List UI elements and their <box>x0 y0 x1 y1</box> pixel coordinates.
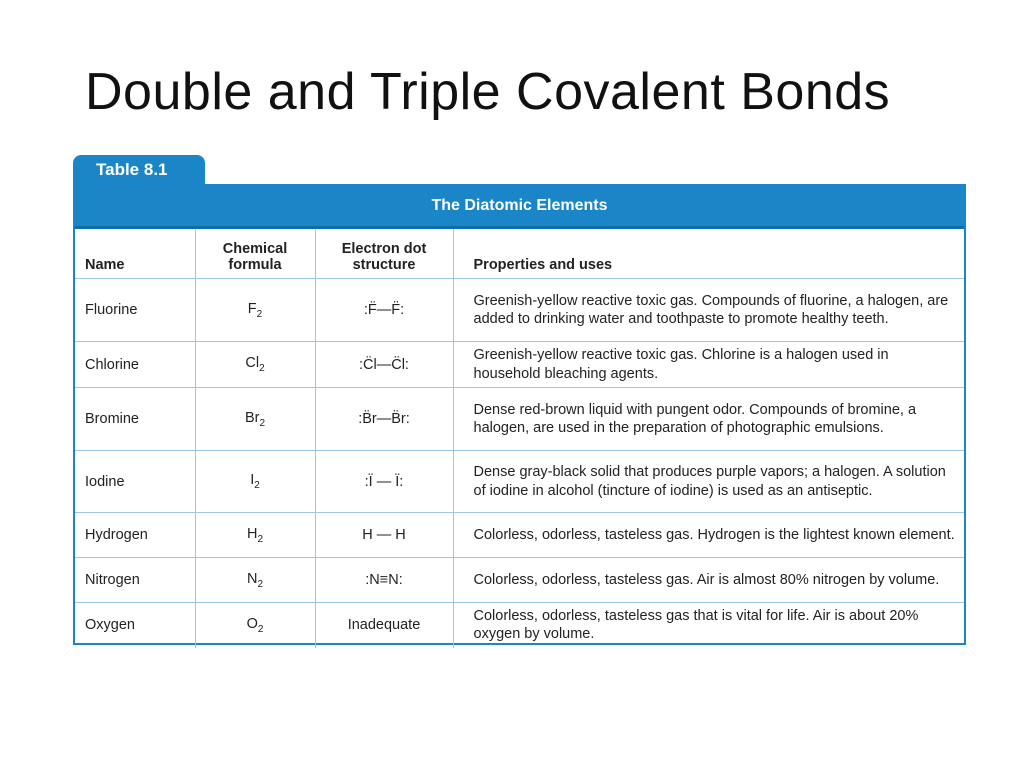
header-row <box>75 229 964 279</box>
element-name: Hydrogen <box>75 513 195 558</box>
element-name: Oxygen <box>75 603 195 648</box>
header-properties: Properties and uses <box>453 229 964 279</box>
properties-and-uses: Colorless, odorless, tasteless gas. Hydrogen is the lightest known element. <box>453 513 964 558</box>
slide-title: Double and Triple Covalent Bonds <box>85 63 891 121</box>
table-row <box>75 513 964 558</box>
element-name: Fluorine <box>75 279 195 342</box>
table-grid <box>75 229 964 648</box>
table-row <box>75 279 964 342</box>
properties-and-uses: Colorless, odorless, tasteless gas. Air is almost 80% nitrogen by volume. <box>453 558 964 603</box>
table-number-tab: Table 8.1 <box>73 155 205 184</box>
header-electron-dot: Electron dot structure <box>315 229 453 279</box>
electron-dot-structure: :N≡N: <box>315 558 453 603</box>
chemical-formula: $I_2$ <box>195 451 315 513</box>
chemical-formula: $F_2$ <box>195 279 315 342</box>
properties-and-uses: Dense gray-black solid that produces purple vapors; a halogen. A solution of iodine in alcohol (tincture of iodine) is used as an antiseptic. <box>453 451 964 513</box>
table-heading: The Diatomic Elements <box>75 186 964 229</box>
table-row <box>75 388 964 451</box>
chemical-formula: $O_2$ <box>195 603 315 648</box>
electron-dot-structure: :C̈l—C̈l: <box>315 342 453 388</box>
chemical-formula: $Br_2$ <box>195 388 315 451</box>
properties-and-uses: Greenish-yellow reactive toxic gas. Chlorine is a halogen used in household bleaching agents. <box>453 342 964 388</box>
table-row <box>75 558 964 603</box>
element-name: Bromine <box>75 388 195 451</box>
electron-dot-structure: :F̈—F̈: <box>315 279 453 342</box>
electron-dot-structure: :B̈r—B̈r: <box>315 388 453 451</box>
header-name: Name <box>75 229 195 279</box>
table-row <box>75 342 964 388</box>
electron-dot-structure: H — H <box>315 513 453 558</box>
chemical-formula: $N_2$ <box>195 558 315 603</box>
diatomic-elements-table <box>73 184 966 645</box>
element-name: Nitrogen <box>75 558 195 603</box>
properties-and-uses: Dense red-brown liquid with pungent odor. Compounds of bromine, a halogen, are used in the preparation of photographic emulsions. <box>453 388 964 451</box>
properties-and-uses: Colorless, odorless, tasteless gas that is vital for life. Air is about 20% oxygen by volume. <box>473 607 919 643</box>
table-row <box>75 603 964 648</box>
table-row <box>75 451 964 513</box>
element-name: Iodine <box>75 451 195 513</box>
element-name: Chlorine <box>75 342 195 388</box>
header-formula: Chemical formula <box>195 229 315 279</box>
chemical-formula: $Cl_2$ <box>195 342 315 388</box>
chemical-formula: $H_2$ <box>195 513 315 558</box>
properties-and-uses: Greenish-yellow reactive toxic gas. Compounds of fluorine, a halogen, are added to drinking water and toothpaste to promote healthy teeth. <box>453 279 964 342</box>
electron-dot-structure: :Ï — Ï: <box>315 451 453 513</box>
electron-dot-structure: Inadequate <box>315 603 453 648</box>
